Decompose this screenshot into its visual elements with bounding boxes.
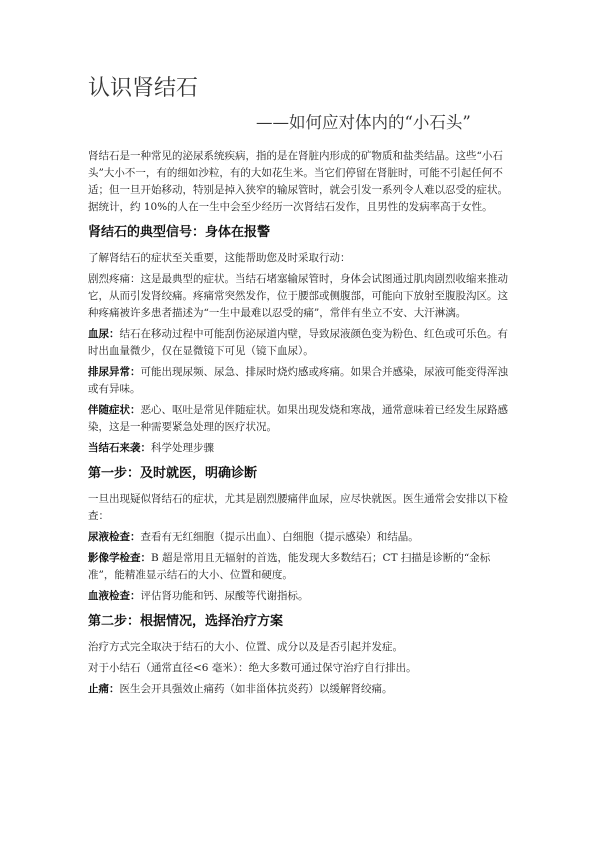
- page-title: 认识肾结石: [88, 76, 199, 101]
- exam-imaging-text: B 超是常用且无辐射的首选，能发现大多数结石；CT 扫描是诊断的“金标准”，能精准显示结石的大小、位置和硬度。: [88, 552, 491, 581]
- when-stone-strikes-label: 当结石来袭：: [88, 442, 151, 454]
- symptom-accompanying-label: 伴随症状：: [88, 404, 141, 416]
- document-body: [88, 148, 508, 702]
- symptom-accompanying-text: 恶心、呕吐是常见伴随症状。如果出现发烧和寒战，通常意味着已经发生尿路感染，这是一种需要紧急处理的医疗状况。: [88, 404, 508, 433]
- exam-blood: [88, 588, 508, 605]
- treatment-small-stone: 对于小结石（通常直径<6 毫米）：绝大多数可通过保守治疗自行排出。: [88, 662, 417, 674]
- symptom-pain: 剧烈疼痛：这是最典型的症状。当结石堵塞输尿管时，身体会试图通过肌肉剧烈收缩来推动它，从而引发肾绞痛。疼痛常突然发作，位于腰部或侧腹部，可能向下放射至腹股沟区。这种疼痛被许多患者描述为“一生中最难以忍受的痛”，常伴有坐立不安、大汗淋漓。: [88, 273, 508, 319]
- section-heading-diagnosis: 第一步：及时就医，明确诊断: [88, 466, 258, 481]
- treatment-pain-relief-label: 止痛：: [88, 683, 120, 695]
- section-heading-signals: 肾结石的典型信号：身体在报警: [88, 225, 271, 240]
- treatment-lead: 治疗方式完全取决于结石的大小、位置、成分以及是否引起并发症。: [88, 641, 403, 653]
- exam-imaging-label: 影像学检查：: [88, 552, 151, 564]
- symptom-hematuria-text: 结石在移动过程中可能刮伤泌尿道内壁，导致尿液颜色变为粉色、红色或可乐色。有时出血量微少，仅在显微镜下可见（镜下血尿）。: [88, 328, 508, 357]
- when-stone-strikes-text: 科学处理步骤: [151, 442, 214, 454]
- symptom-urination-label: 排尿异常：: [88, 366, 141, 378]
- exam-urine: [88, 529, 508, 546]
- symptom-hematuria-label: 血尿：: [88, 328, 120, 340]
- when-stone-strikes: [88, 440, 508, 457]
- treatment-pain-relief: [88, 681, 508, 698]
- diagnosis-lead: 一旦出现疑似肾结石的症状，尤其是剧烈腰痛伴血尿，应尽快就医。医生通常会安排以下检查：: [88, 493, 508, 522]
- exam-blood-label: 血液检查：: [88, 590, 141, 602]
- symptom-urination-text: 可能出现尿频、尿急、排尿时烧灼感或疼痛。如果合并感染，尿液可能变得浑浊或有异味。: [88, 366, 508, 395]
- symptom-urination: [88, 364, 508, 398]
- exam-urine-label: 尿液检查：: [88, 531, 141, 543]
- treatment-pain-relief-text: 医生会开具强效止痛药（如非甾体抗炎药）以缓解肾绞痛。: [119, 683, 393, 695]
- symptom-hematuria: [88, 326, 508, 360]
- exam-imaging: [88, 550, 508, 584]
- exam-blood-text: 评估肾功能和钙、尿酸等代谢指标。: [140, 590, 309, 602]
- intro-paragraph: 肾结石是一种常见的泌尿系统疾病，指的是在肾脏内形成的矿物质和盐类结晶。这些“小石头”大小不一，有的细如沙粒，有的大如花生米。当它们停留在肾脏时，可能不引起任何不适；但一旦开始移动，特别是掉入狭窄的输尿管时，就会引发一系列令人难以忍受的症状。据统计，约 10%的人在一生中会至少经历一次肾结石发作，且男性的发病率高于女性。: [88, 150, 508, 213]
- symptom-accompanying: [88, 402, 508, 436]
- page-subtitle: ——如何应对体内的“小石头”: [256, 113, 471, 132]
- section-heading-treatment: 第二步：根据情况，选择治疗方案: [88, 614, 284, 629]
- exam-urine-text: 查看有无红细胞（提示出血）、白细胞（提示感染）和结晶。: [140, 531, 419, 543]
- signals-lead: 了解肾结石的症状至关重要，这能帮助您及时采取行动：: [88, 252, 351, 264]
